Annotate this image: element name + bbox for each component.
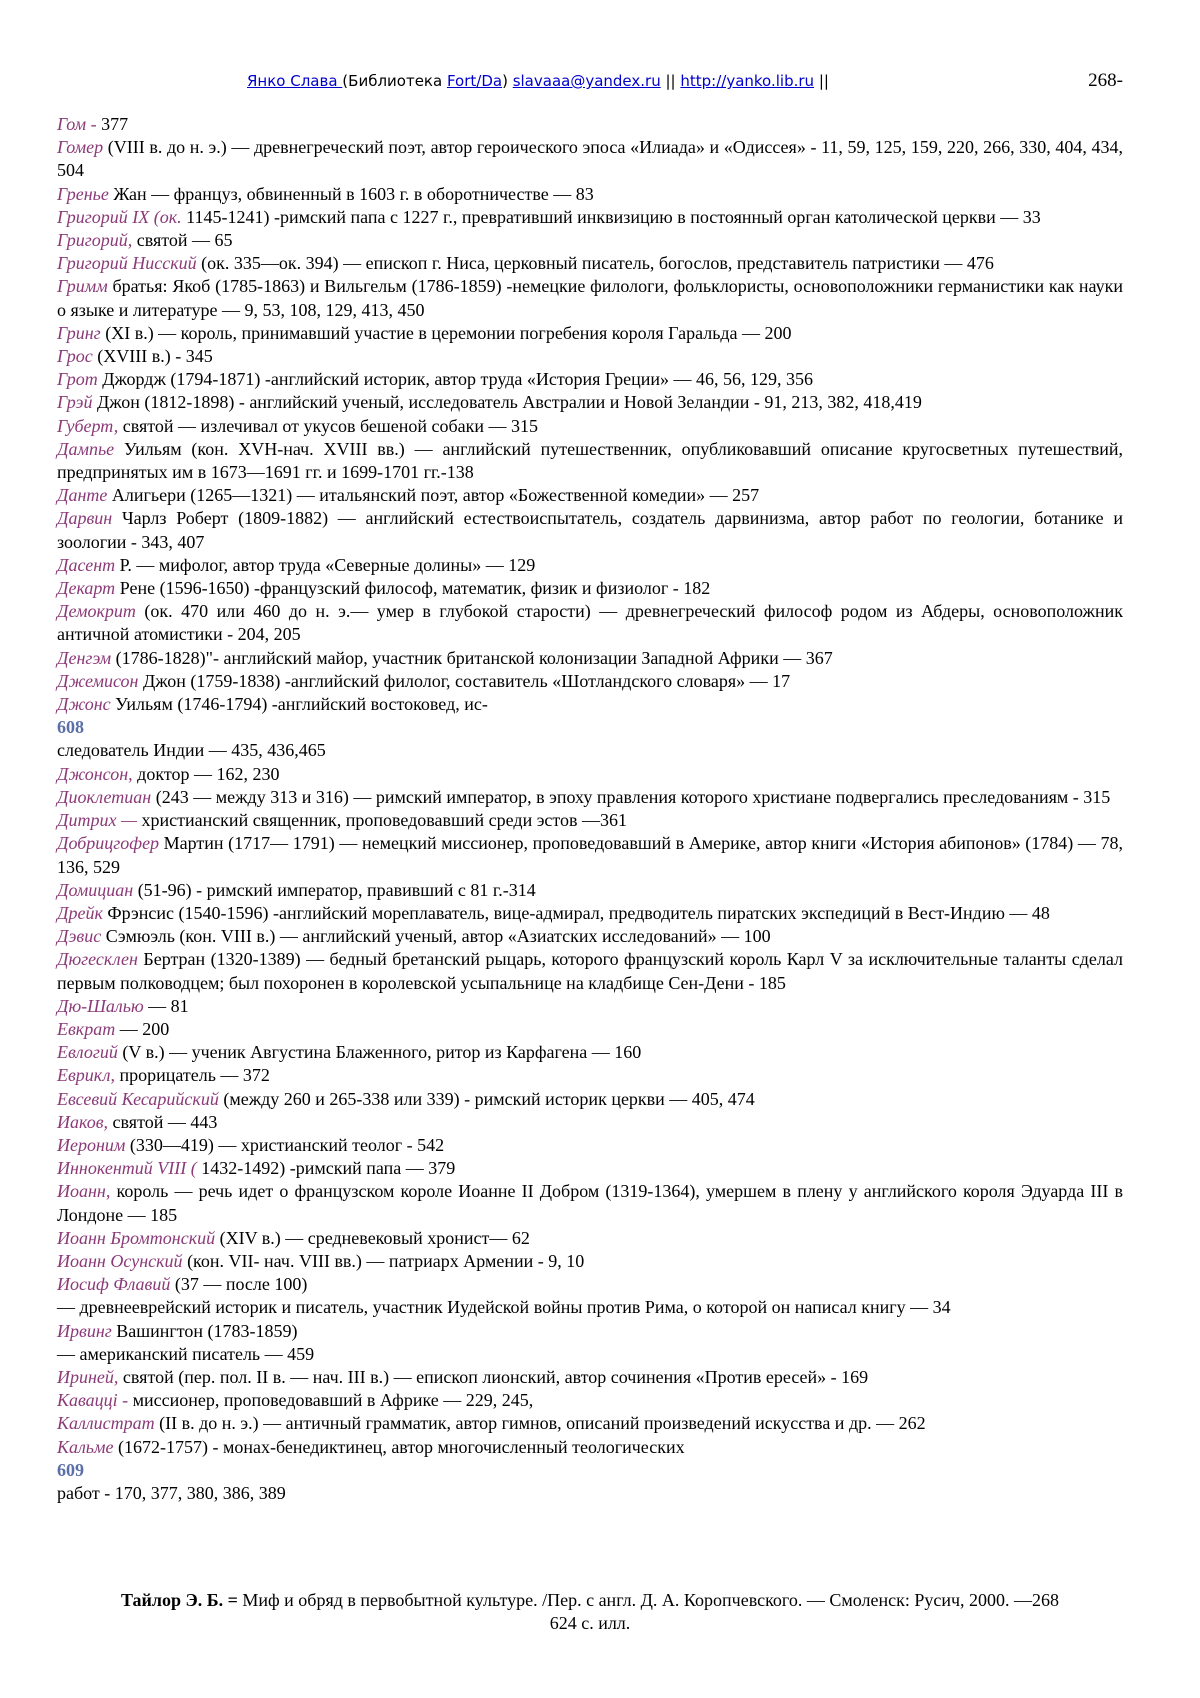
entry-text: миссионер, проповедовавший в Африке — 229, 245, bbox=[128, 1390, 534, 1411]
entry-text: святой — излечивал от укусов бешеной собаки — 315 bbox=[118, 415, 539, 436]
entry-name: Каллистрат bbox=[57, 1413, 155, 1434]
entry-name: Джемисон bbox=[57, 670, 139, 691]
entry-text: (330—419) — христианский теолог - 542 bbox=[125, 1134, 445, 1155]
index-entry bbox=[57, 1296, 1123, 1319]
entry-name: Дю-Шалью bbox=[57, 995, 144, 1016]
entry-text: — 200 bbox=[115, 1018, 170, 1039]
entry-name: Дитрих — bbox=[57, 810, 137, 831]
index-entry bbox=[57, 670, 1123, 693]
footer-author: Тайлор Э. Б. = bbox=[120, 1590, 238, 1610]
entry-text: 1145-1241) -римский папа с 1227 г., превративший инквизицию в постоянный орган католической церкви — 33 bbox=[181, 206, 1041, 227]
entry-text: (между 260 и 265-338 или 339) - римский историк церкви — 405, 474 bbox=[218, 1088, 755, 1109]
entry-name: Дасент bbox=[57, 554, 116, 575]
index-entry bbox=[57, 1227, 1123, 1250]
entry-name: Иосиф Флавий bbox=[57, 1274, 171, 1295]
entry-name: Грот bbox=[57, 369, 98, 390]
page-header bbox=[57, 70, 1123, 96]
footer-citation-line bbox=[57, 1589, 1123, 1612]
index-entry bbox=[57, 391, 1123, 414]
index-entry bbox=[57, 275, 1123, 321]
entry-text: Уильям (1746-1794) -английский востоковед, ис- bbox=[110, 694, 488, 715]
entry-text: (кон. VII- нач. VIII вв.) — патриарх Армении - 9, 10 bbox=[182, 1250, 585, 1271]
entry-name: Иероним bbox=[57, 1134, 126, 1155]
index-entry bbox=[57, 484, 1123, 507]
author-link[interactable]: Янко Слава bbox=[247, 72, 343, 90]
entry-name: Грос bbox=[57, 346, 93, 367]
entry-text: (51-96) - римский император, правивший с 81 г.-314 bbox=[133, 879, 536, 900]
entry-text: братья: Якоб (1785-1863) и Вильгельм (1786-1859) -немецкие филологи, фольклористы, основоположники германистики как науки о языке и литературе — 9, 53, 108, 129, 413, 450 bbox=[57, 276, 1123, 320]
index-entry bbox=[57, 1436, 1123, 1459]
entry-text: (243 — между 313 и 316) — римский император, в эпоху правления которого христиане подвергались преследованиям - 315 bbox=[151, 786, 1111, 807]
entry-name: Дрейк bbox=[57, 902, 103, 923]
entry-text: король — речь идет о французском короле Иоанне II Добром (1319-1364), умершем в плену у английского короля Эдуарда III в Лондоне — 185 bbox=[57, 1181, 1123, 1225]
index-entry bbox=[57, 1111, 1123, 1134]
entry-text: Уильям (кон. XVH-нач. XVIII вв.) — английский путешественник, опубликовавший описание кругосветных путешествий, предпринятых им в 1673—1691 гг. и 1699-1701 гг.-138 bbox=[57, 438, 1123, 483]
index-entry bbox=[57, 1366, 1123, 1389]
entry-text: Мартин (1717— 1791) — немецкий миссионер, проповедовавший в Америке, автор книги «История абипонов» (1784) — 78, 136, 529 bbox=[57, 833, 1123, 877]
index-entry bbox=[57, 1041, 1123, 1064]
index-entry bbox=[57, 113, 1123, 136]
entry-text: (XVIII в.) - 345 bbox=[92, 346, 213, 367]
entry-name: Иннокентий VIII ( bbox=[57, 1158, 197, 1179]
index-entry bbox=[57, 1088, 1123, 1111]
index-entry bbox=[57, 739, 1123, 762]
entry-text: Рене (1596-1650) -французский философ, математик, физик и физиолог - 182 bbox=[115, 578, 711, 599]
footer-pages: 624 с. илл. bbox=[549, 1613, 631, 1633]
entry-name: Гом - bbox=[57, 114, 97, 134]
entry-text: христианский священник, проповедовавший среди эстов —361 bbox=[136, 810, 628, 831]
header-links bbox=[247, 72, 829, 90]
entry-text: Вашингтон (1783-1859) bbox=[111, 1320, 298, 1341]
entry-text: (1672-1757) - монах-бенедиктинец, автор многочисленный теологических bbox=[113, 1436, 685, 1457]
entry-text: (ок. 470 или 460 до н. э.— умер в глубокой старости) — древнегреческий философ родом из Абдеры, основоположник античной атомистики - 204, 205 bbox=[57, 601, 1123, 645]
entry-text: (XI в.) — король, принимавший участие в церемонии погребения короля Гаральда — 200 bbox=[100, 322, 792, 343]
entry-name: Григорий Нисский bbox=[57, 253, 197, 274]
entry-name: Гринг bbox=[57, 322, 101, 343]
entry-text: — американский писатель — 459 bbox=[57, 1343, 315, 1364]
entry-text: святой (пер. пол. II в. — нач. III в.) — епископ лионский, автор сочинения «Против ересей» - 169 bbox=[118, 1366, 869, 1387]
entry-name: Данте bbox=[57, 485, 108, 506]
index-entry bbox=[57, 554, 1123, 577]
index-entry bbox=[57, 1018, 1123, 1041]
index-entry bbox=[57, 600, 1123, 646]
entry-name: Губерт, bbox=[57, 415, 119, 436]
header-separator: || bbox=[814, 72, 829, 90]
entry-name: Джонс bbox=[57, 694, 111, 715]
index-entry bbox=[57, 229, 1123, 252]
entry-name: Гомер bbox=[57, 137, 104, 158]
index-entry bbox=[57, 1320, 1123, 1343]
entry-text: святой — 443 bbox=[108, 1111, 218, 1132]
page-footer bbox=[57, 1589, 1123, 1635]
index-entry bbox=[57, 136, 1123, 182]
index-entry bbox=[57, 809, 1123, 832]
entry-text: 1432-1492) -римский папа — 379 bbox=[196, 1158, 456, 1179]
header-page-number: 268- bbox=[1088, 70, 1123, 91]
entry-name: Денгэм bbox=[57, 647, 112, 668]
entry-name: Джонсон, bbox=[57, 763, 133, 784]
index-entry bbox=[57, 345, 1123, 368]
entry-name: Демокрит bbox=[57, 601, 136, 622]
index-entry bbox=[57, 1134, 1123, 1157]
index-entry bbox=[57, 693, 1123, 716]
entry-name: Евсевий Кесарийский bbox=[57, 1088, 219, 1109]
entry-text: Джон (1812-1898) - английский ученый, исследователь Австралии и Новой Зеландии - 91, 213, 382, 418,419 bbox=[92, 392, 922, 413]
index-entry bbox=[57, 925, 1123, 948]
entry-text: работ - 170, 377, 380, 386, 389 bbox=[57, 1482, 286, 1503]
index-entry bbox=[57, 1180, 1123, 1226]
entry-text: Джон (1759-1838) -английский филолог, составитель «Шотландского словаря» — 17 bbox=[138, 670, 791, 691]
index-entry bbox=[57, 507, 1123, 553]
index-entry bbox=[57, 948, 1123, 994]
entry-name: Грэй bbox=[57, 392, 93, 413]
index-entry bbox=[57, 577, 1123, 600]
email-link[interactable]: slavaaa@yandex.ru bbox=[512, 72, 661, 90]
entry-text: прорицатель — 372 bbox=[114, 1065, 270, 1086]
fortda-link[interactable]: Fort/Da bbox=[446, 72, 503, 90]
entry-text: Фрэнсис (1540-1596) -английский мореплаватель, вице-адмирал, предводитель пиратских экспедиций в Вест-Индию — 48 bbox=[102, 902, 1050, 923]
entry-text: (XIV в.) — средневековый хронист— 62 bbox=[215, 1227, 530, 1248]
entry-text: святой — 65 bbox=[132, 230, 233, 251]
library-label-close: ) bbox=[502, 72, 513, 90]
entry-name: Иоанн, bbox=[57, 1181, 111, 1202]
index-entry bbox=[57, 206, 1123, 229]
index-entries bbox=[57, 113, 1123, 1505]
footer-page-number: 268 bbox=[1032, 1590, 1060, 1610]
index-entry bbox=[57, 902, 1123, 925]
index-entry bbox=[57, 1343, 1123, 1366]
entry-name: Кальме bbox=[57, 1436, 114, 1457]
entry-name: Иоанн Бромтонский bbox=[57, 1227, 216, 1248]
index-entry bbox=[57, 438, 1123, 484]
entry-name: Евлогий bbox=[57, 1042, 118, 1063]
index-entry bbox=[57, 1157, 1123, 1180]
entry-text: (1786-1828)"- английский майор, участник британской колонизации Западной Африки — 367 bbox=[111, 647, 833, 668]
index-entry bbox=[57, 1250, 1123, 1273]
site-link[interactable]: http://yanko.lib.ru bbox=[680, 72, 815, 90]
entry-name: Евкрат bbox=[57, 1018, 116, 1039]
entry-name: Гримм bbox=[57, 276, 108, 297]
entry-text: следователь Индии — 435, 436,465 bbox=[57, 740, 326, 761]
index-entry bbox=[57, 1389, 1123, 1412]
entry-name: Каваццi - bbox=[57, 1390, 129, 1411]
entry-text: — древнееврейский историк и писатель, участник Иудейской войны против Рима, о которой он написал книгу — 34 bbox=[57, 1297, 951, 1318]
index-entry bbox=[57, 1273, 1123, 1296]
header-separator: || bbox=[660, 72, 681, 90]
index-entry bbox=[57, 1482, 1123, 1505]
index-entry bbox=[57, 832, 1123, 878]
entry-text: (V в.) — ученик Августина Блаженного, ритор из Карфагена — 160 bbox=[117, 1042, 642, 1063]
footer-citation: Миф и обряд в первобытной культуре. /Пер. с англ. Д. А. Коропчевского. — Смоленск: Русич, 2000. — bbox=[237, 1590, 1033, 1610]
index-entry bbox=[57, 763, 1123, 786]
entry-name: Дюгесклен bbox=[57, 949, 138, 970]
index-entry bbox=[57, 252, 1123, 275]
entry-name: Дарвин bbox=[57, 508, 113, 529]
index-entry bbox=[57, 1064, 1123, 1087]
entry-text: Сэмюэль (кон. VIII в.) — английский ученый, автор «Азиатских исследований» — 100 bbox=[101, 926, 771, 947]
entry-name: Иаков, bbox=[57, 1111, 109, 1132]
entry-text: Алигьери (1265—1321) — итальянский поэт, автор «Божественной комедии» — 257 bbox=[107, 485, 760, 506]
entry-name: Иоанн Осунский bbox=[57, 1250, 183, 1271]
entry-text: (ок. 335—ок. 394) — епископ г. Ниса, церковный писатель, богослов, представитель патристики — 476 bbox=[196, 253, 994, 274]
entry-name: Диоклетиан bbox=[57, 786, 152, 807]
page-marker-number: 608 bbox=[57, 717, 84, 738]
index-entry bbox=[57, 183, 1123, 206]
entry-text: Чарлз Роберт (1809-1882) — английский естествоиспытатель, создатель дарвинизма, автор работ по геологии, ботанике и зоологии - 343, 407 bbox=[57, 508, 1123, 552]
entry-name: Добрицгофер bbox=[57, 833, 160, 854]
page-break-marker bbox=[57, 716, 1123, 739]
entry-name: Декарт bbox=[57, 578, 116, 599]
index-entry bbox=[57, 1412, 1123, 1435]
entry-text: Р. — мифолог, автор труда «Северные долины» — 129 bbox=[115, 554, 536, 575]
index-entry bbox=[57, 322, 1123, 345]
entry-text: 377 bbox=[96, 114, 129, 134]
entry-text: (II в. до н. э.) — античный грамматик, автор гимнов, описаний произведений искусства и др. — 262 bbox=[154, 1413, 926, 1434]
entry-name: Гренье bbox=[57, 183, 109, 204]
library-label-open: (Библиотека bbox=[342, 72, 447, 90]
entry-text: (37 — после 100) bbox=[170, 1274, 308, 1295]
entry-name: Ириней, bbox=[57, 1366, 119, 1387]
index-entry bbox=[57, 786, 1123, 809]
page-break-marker bbox=[57, 1459, 1123, 1482]
entry-name: Еврикл, bbox=[57, 1065, 115, 1086]
entry-name: Домициан bbox=[57, 879, 134, 900]
entry-text: (VIII в. до н. э.) — древнегреческий поэт, автор героического эпоса «Илиада» и «Одиссея» - 11, 59, 125, 159, 220, 266, 330, 404, 434, 504 bbox=[57, 137, 1123, 181]
entry-name: Дампье bbox=[57, 438, 115, 459]
index-entry bbox=[57, 415, 1123, 438]
entry-name: Григорий IX (ок. bbox=[57, 206, 182, 227]
entry-text: Джордж (1794-1871) -английский историк, автор труда «История Греции» — 46, 56, 129, 356 bbox=[97, 369, 814, 390]
index-entry bbox=[57, 647, 1123, 670]
entry-text: Жан — француз, обвиненный в 1603 г. в оборотничестве — 83 bbox=[108, 183, 594, 204]
document-page bbox=[57, 0, 1123, 1698]
entry-text: — 81 bbox=[143, 995, 189, 1016]
entry-name: Григорий, bbox=[57, 230, 133, 251]
entry-text: Бертран (1320-1389) — бедный бретанский рыцарь, которого французский король Карл V за исключительные таланты сделал первым полководцем; был похоронен в королевской усыпальнице на кладбище Сен-Дени - 185 bbox=[57, 949, 1123, 993]
index-entry bbox=[57, 995, 1123, 1018]
page-marker-number: 609 bbox=[57, 1459, 84, 1480]
index-entry bbox=[57, 368, 1123, 391]
index-entry bbox=[57, 879, 1123, 902]
entry-text: доктор — 162, 230 bbox=[132, 763, 280, 784]
entry-name: Ирвинг bbox=[57, 1320, 112, 1341]
entry-name: Дэвис bbox=[57, 926, 102, 947]
